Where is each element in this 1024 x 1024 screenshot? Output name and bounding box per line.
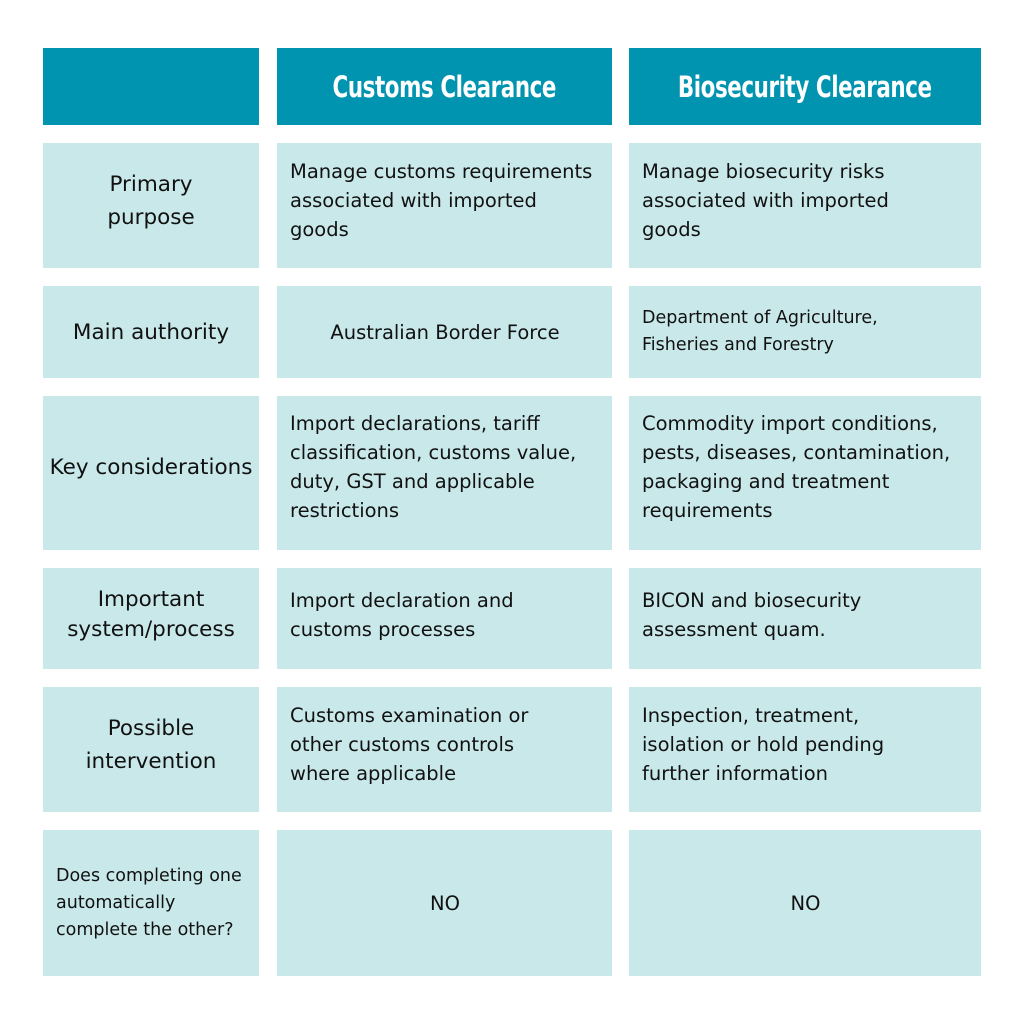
customs-primary-purpose-cell <box>277 143 612 268</box>
row-label-main-authority <box>43 286 259 378</box>
customs-main-authority-cell <box>277 286 612 378</box>
customs-primary-purpose-text: Manage customs requirements associated with imported goods <box>290 160 593 241</box>
row-label-text: Does completing one automatically complete the other? <box>56 865 242 940</box>
biosecurity-main-authority-cell <box>629 286 981 378</box>
biosecurity-auto-complete-cell <box>629 830 981 976</box>
customs-main-authority-text: Australian Border Force <box>330 320 560 344</box>
row-label-text: Main authority <box>72 319 230 345</box>
header-customs-cell <box>277 48 612 125</box>
header-customs-label: Customs Clearance <box>332 69 557 104</box>
customs-auto-complete-text: NO <box>430 891 460 915</box>
row-label-primary-purpose <box>43 143 259 268</box>
biosecurity-possible-intervention-cell <box>629 687 981 812</box>
biosecurity-important-system-text: BICON and biosecurity assessment quam. <box>642 588 862 641</box>
biosecurity-auto-complete-text: NO <box>790 891 821 915</box>
customs-key-considerations-text: Import declarations, tariff classification, customs value, duty, GST and applicable restrictions <box>290 412 577 522</box>
row-label-key-considerations <box>43 396 259 550</box>
header-biosecurity-cell <box>629 48 981 125</box>
biosecurity-primary-purpose-text: Manage biosecurity risks associated with imported goods <box>642 160 889 241</box>
header-biosecurity-label: Biosecurity Clearance <box>678 69 932 104</box>
row-label-important-system-process <box>43 568 259 669</box>
biosecurity-primary-purpose-cell <box>629 143 981 268</box>
customs-auto-complete-cell <box>277 830 612 976</box>
row-label-possible-intervention <box>43 687 259 812</box>
biosecurity-possible-intervention-text: Inspection, treatment, isolation or hold pending further information <box>642 704 885 785</box>
row-label-text: Key considerations <box>49 454 253 480</box>
customs-key-considerations-cell <box>277 396 612 550</box>
biosecurity-main-authority-text: Department of Agriculture, Fisheries and Forestry <box>642 308 878 355</box>
biosecurity-important-system-cell <box>629 568 981 669</box>
header-blank-cell <box>43 48 259 125</box>
biosecurity-key-considerations-text: Commodity import conditions, pests, diseases, contamination, packaging and treatment requirements <box>642 412 951 522</box>
row-label-text: Important system/process <box>67 586 235 642</box>
row-label-text: Primary purpose <box>107 171 195 230</box>
row-label-auto-complete-question <box>43 830 259 976</box>
customs-important-system-text: Import declaration and customs processes <box>290 588 514 641</box>
customs-important-system-cell <box>277 568 612 669</box>
customs-possible-intervention-text: Customs examination or other customs controls where applicable <box>290 704 529 785</box>
customs-possible-intervention-cell <box>277 687 612 812</box>
biosecurity-key-considerations-cell <box>629 396 981 550</box>
row-label-text: Possible intervention <box>85 715 217 774</box>
